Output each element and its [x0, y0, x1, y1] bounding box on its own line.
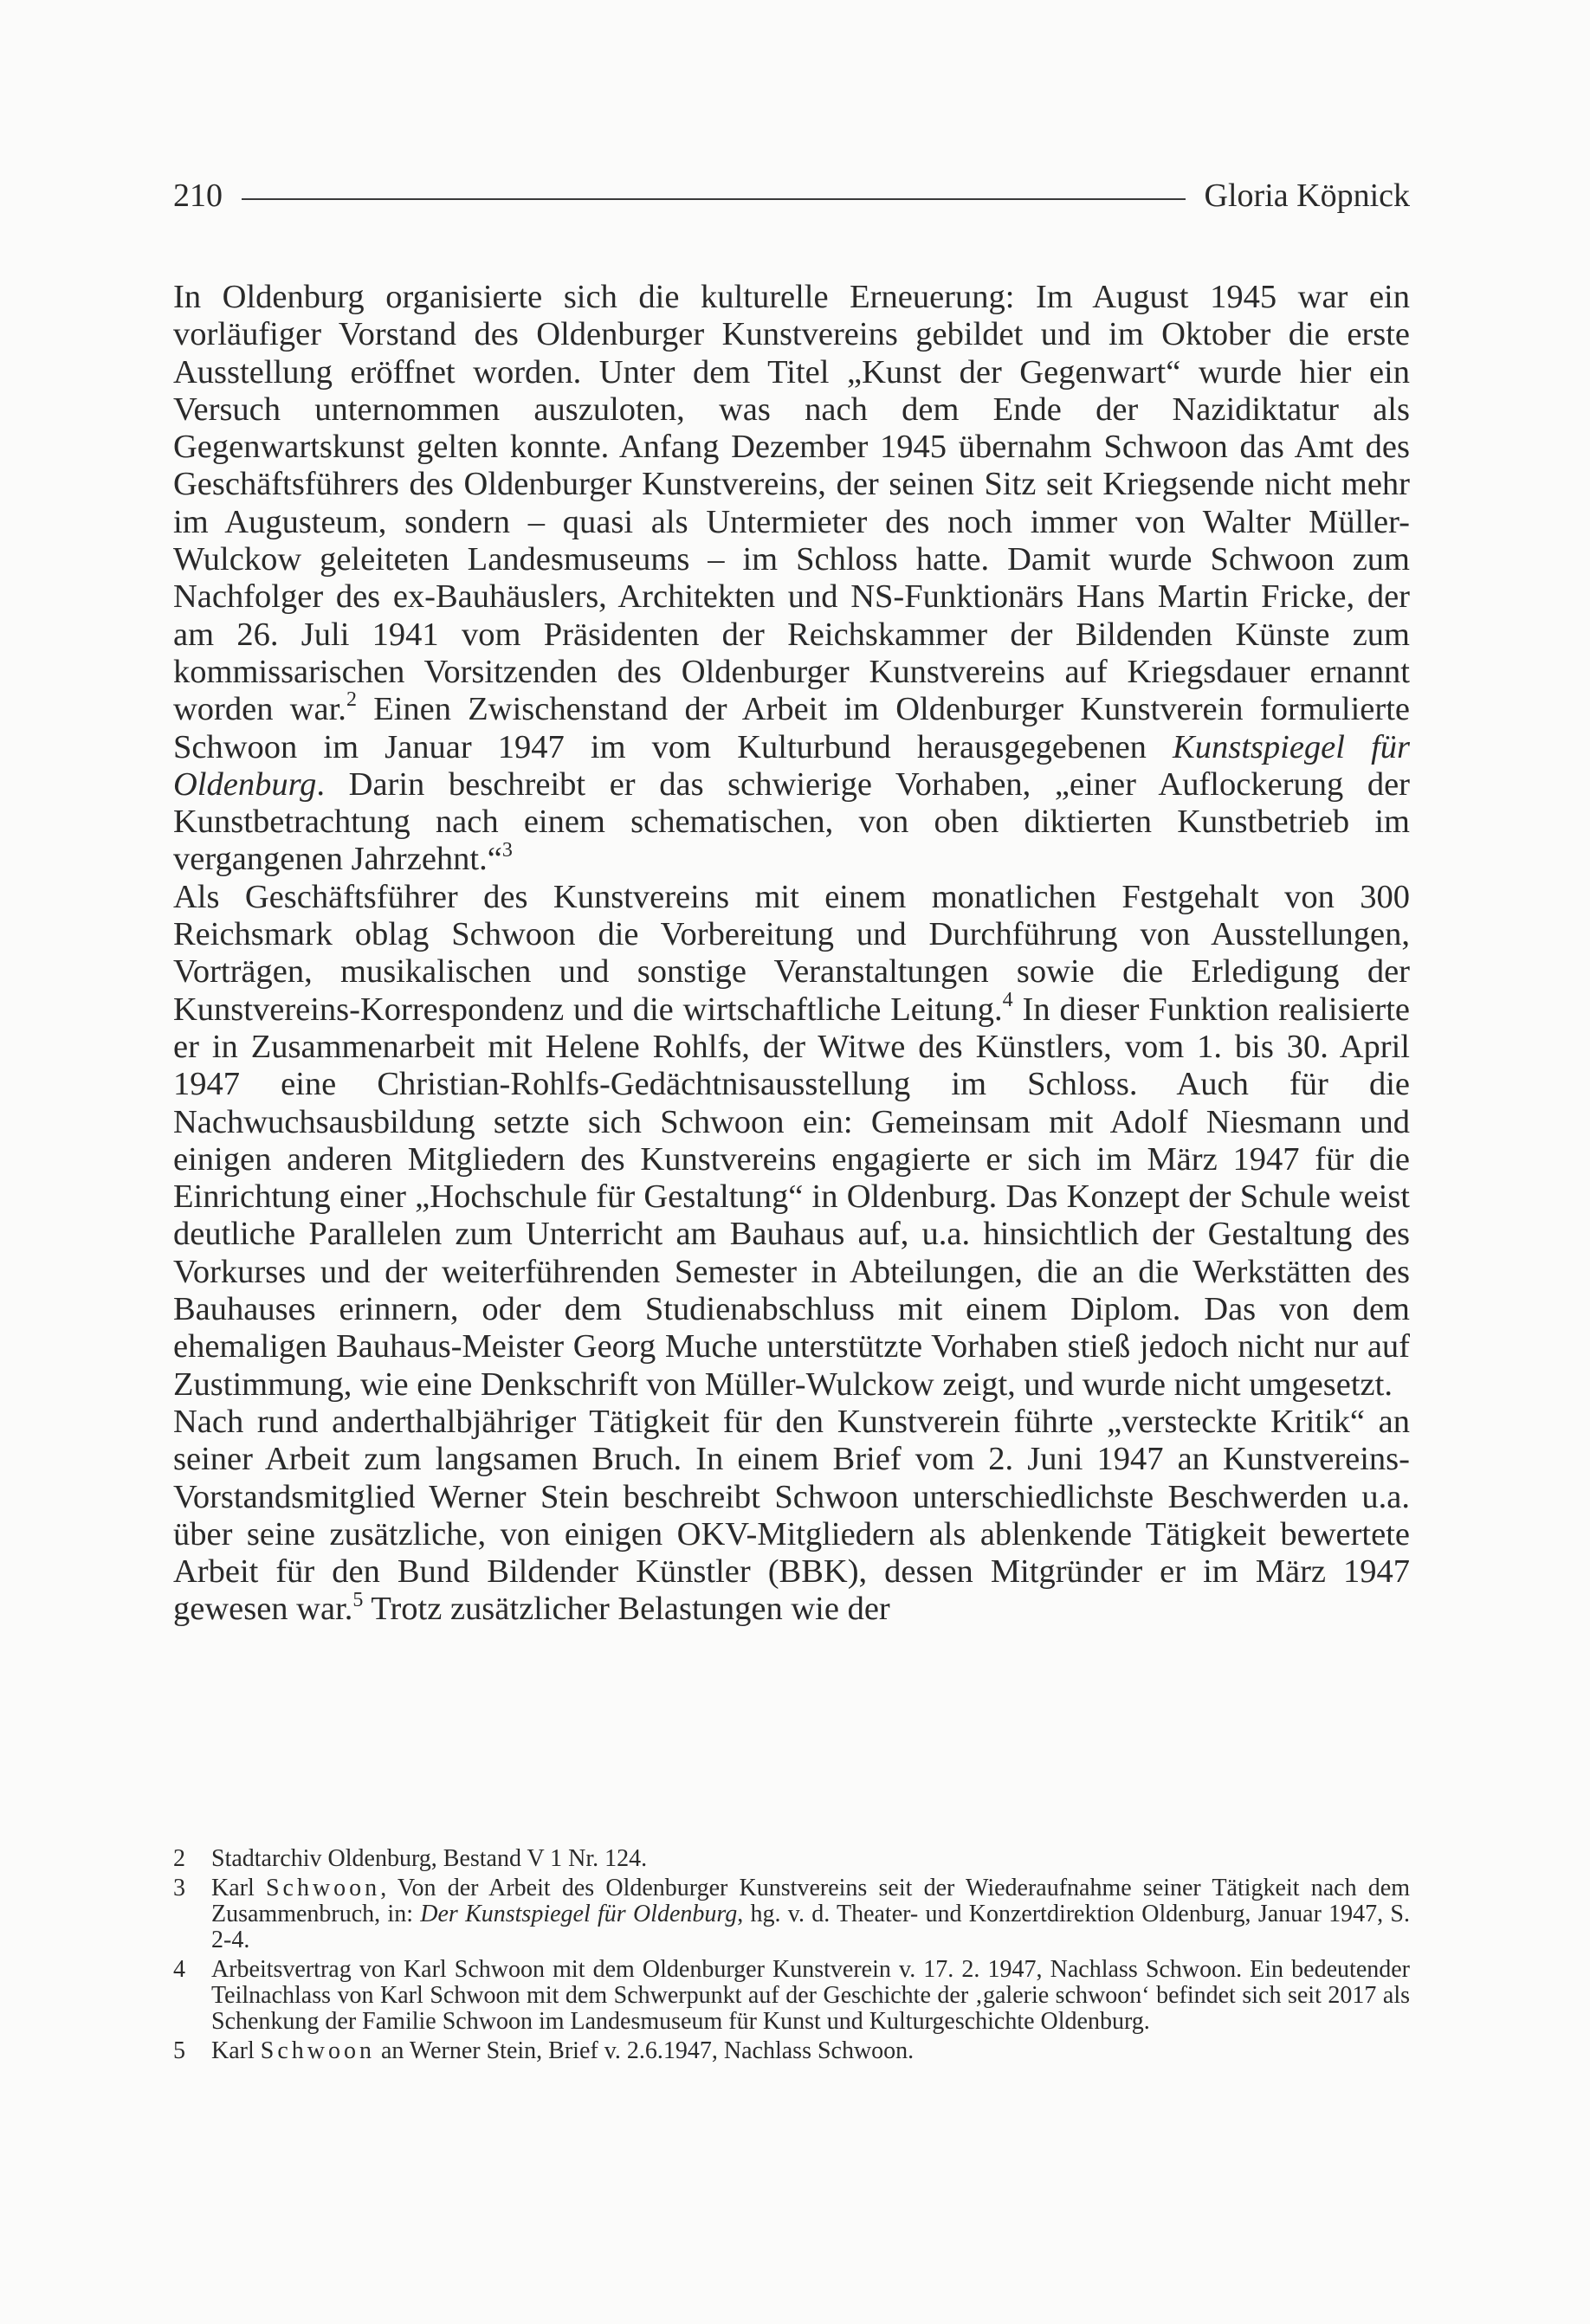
footnote-ref: 2 [346, 688, 357, 712]
text-run: Als Geschäftsführer des Kunstvereins mit einem monatlichen Festgehalt von 300 Reichsmark oblag Schwoon die Vorbereitung und Durchführung von Ausstellungen, Vorträgen, musikalischen und sonstige Veranstaltungen sowie die Erledigung der Kunstvereins-Korrespondenz und die wirtschaftliche Leitung. [173, 878, 1410, 1028]
text-run: Stadtarchiv Oldenburg, Bestand V 1 Nr. 124. [211, 1845, 648, 1872]
paragraph [173, 1404, 1410, 1629]
text-run: Einen Zwischenstand der Arbeit im Oldenburger Kunstverein formulierte Schwoon im Januar 1947 im vom Kulturbund herausgegebenen [173, 691, 1410, 765]
footnote [173, 1846, 1410, 1872]
footnote-text [211, 1846, 1410, 1872]
running-header [173, 171, 1410, 220]
footnote-text [211, 2038, 1410, 2064]
text-run: Nach rund anderthalbjähriger Tätigkeit für den Kunstverein führte „versteckte Kritik“ an seiner Arbeit zum langsamen Bruch. In einem Brief vom 2. Juni 1947 an Kunstvereins-Vorstandsmitglied Werner Stein beschreibt Schwoon unterschiedlichste Beschwerden u.a. über seine zusätzliche, von einigen OKV-Mitgliedern als ablenkende Tätigkeit bewertete Arbeit für den Bund Bildender Künstler (BBK), dessen Mitgründer er im März 1947 gewesen war. [173, 1403, 1410, 1628]
author-name: Schwoon [260, 2037, 375, 2064]
page-number: 210 [173, 178, 223, 214]
text-run: , hg. v. d. Theater- und Konzertdirektion Oldenburg, Januar 1947, S. 2-4. [211, 1901, 1410, 1953]
footnote-ref: 3 [501, 838, 513, 862]
footnote-number: 3 [173, 1875, 185, 1901]
header-rule [242, 198, 1186, 200]
running-head-author: Gloria Köpnick [1204, 178, 1410, 214]
text-run: In Oldenburg organisierte sich die kulturelle Erneuerung: Im August 1945 war ein vorläufiger Vorstand des Oldenburger Kunstvereins gebildet und im Oktober die erste Ausstellung eröffnet worden. Unter dem Titel „Kunst der Gegenwart“ wurde hier ein Versuch unternommen auszuloten, was nach dem Ende der Nazidiktatur als Gegenwartskunst gelten konnte. Anfang Dezember 1945 übernahm Schwoon das Amt des Geschäftsführers des Oldenburger Kunstvereins, der seinen Sitz seit Kriegsende nicht mehr im Augusteum, sondern – quasi als Untermieter des noch immer von Walter Müller-Wulckow geleiteten Landesmuseums – im Schloss hatte. Damit wurde Schwoon zum Nachfolger des ex-Bauhäuslers, Architekten und NS-Funktionärs Hans Martin Fricke, der am 26. Juli 1941 vom Präsidenten der Reichskammer der Bildenden Künste zum kommissarischen Vorsitzenden des Oldenburger Kunstvereins auf Kriegsdauer ernannt worden war. [173, 279, 1410, 728]
footnote [173, 2038, 1410, 2064]
footnote-number: 2 [173, 1845, 185, 1872]
footnote-text [211, 1957, 1410, 2035]
footnote-text [211, 1875, 1410, 1953]
footnotes [173, 1846, 1410, 2068]
text-run: Arbeitsvertrag von Karl Schwoon mit dem Oldenburger Kunstverein v. 17. 2. 1947, Nachlass Schwoon. Ein bedeutender Teilnachlass von Karl Schwoon mit dem Schwerpunkt auf der Geschichte der ‚galerie schwoon‘ befindet sich seit 2017 als Schenkung der Familie Schwoon im Landesmuseum für Kunst und Kulturgeschichte Oldenburg. [211, 1956, 1410, 2035]
text-run: , Von der Arbeit des Oldenburger Kunstvereins seit der Wiederaufnahme seiner Tätigkeit nach dem Zusammenbruch, in: [211, 1875, 1410, 1927]
text-run: an Werner Stein, Brief v. 2.6.1947, Nachlass Schwoon. [375, 2037, 915, 2064]
footnote-number: 4 [173, 1956, 185, 1983]
paragraph [173, 879, 1410, 1404]
text-run: Trotz zusätzlicher Belastungen wie der [363, 1591, 890, 1628]
footnote [173, 1875, 1410, 1953]
footnote [173, 1957, 1410, 2035]
paragraph [173, 279, 1410, 879]
text-run: Karl [211, 1875, 266, 1901]
footnote-ref: 5 [352, 1588, 364, 1611]
text-run: Karl [211, 2037, 261, 2064]
text-run: . Darin beschreibt er das schwierige Vorhaben, „einer Auflockerung der Kunstbetrachtung nach einem schematischen, von oben diktierten Kunstbetrieb im vergangenen Jahrzehnt.“ [173, 765, 1410, 878]
body-text [173, 279, 1410, 1629]
text-run: In dieser Funktion realisierte er in Zusammenarbeit mit Helene Rohlfs, der Witwe des Künstlers, vom 1. bis 30. April 1947 eine Christian-Rohlfs-Gedächtnisausstellung im Schloss. Auch für die Nachwuchsausbildung setzte sich Schwoon ein: Gemeinsam mit Adolf Niesmann und einigen anderen Mitgliedern des Kunstvereins engagierte er sich im März 1947 für die Einrichtung einer „Hochschule für Gestaltung“ in Oldenburg. Das Konzept der Schule weist deutliche Parallelen zum Unterricht am Bauhaus auf, u.a. hinsichtlich der Gestaltung des Vorkurses und der weiterführenden Semester in Abteilungen, die an die Werkstätten des Bauhauses erinnern, oder dem Studienabschluss mit einem Diplom. Das von dem ehemaligen Bauhaus-Meister Georg Muche unterstützte Vorhaben stieß jedoch nicht nur auf Zustimmung, wie eine Denkschrift von Müller-Wulckow zeigt, und wurde nicht umgesetzt. [173, 991, 1410, 1403]
footnote-ref: 4 [1002, 988, 1013, 1011]
author-name: Schwoon [265, 1875, 381, 1901]
footnote-number: 5 [173, 2037, 185, 2064]
italic-title: Der Kunstspiegel für Oldenburg [420, 1901, 738, 1927]
italic-title: Kunstspiegel für Oldenburg [173, 728, 1411, 803]
